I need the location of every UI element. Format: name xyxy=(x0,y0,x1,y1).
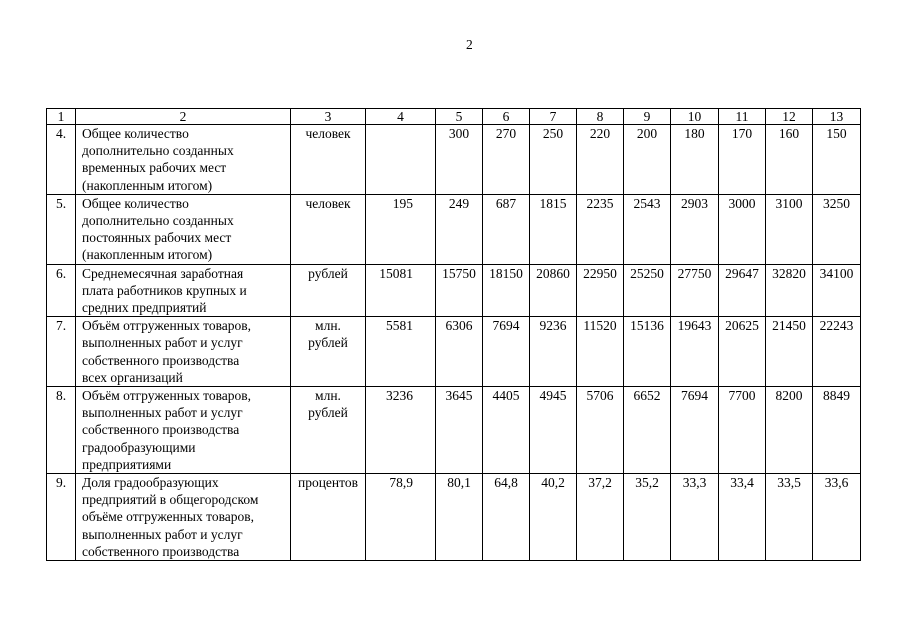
value-cell: 33,6 xyxy=(813,474,861,561)
value-cell: 3236 xyxy=(366,387,436,474)
value-cell: 3250 xyxy=(813,194,861,264)
value-cell: 180 xyxy=(671,125,719,195)
value-cell: 7694 xyxy=(671,387,719,474)
indicator-name-line: плата работников крупных и xyxy=(82,282,247,298)
indicator-name-line: дополнительно созданных xyxy=(82,213,234,229)
table-header-cell: 12 xyxy=(766,109,813,125)
value-cell: 250 xyxy=(530,125,577,195)
value-cell: 9236 xyxy=(530,317,577,387)
table-header-cell: 9 xyxy=(624,109,671,125)
value-cell: 200 xyxy=(624,125,671,195)
value-cell: 20860 xyxy=(530,264,577,317)
indicator-name-line: собственного производства xyxy=(82,352,240,368)
indicator-name xyxy=(76,387,291,474)
unit-cell xyxy=(291,474,366,561)
indicator-name-line: Доля градообразующих xyxy=(82,475,219,491)
indicator-name-line: собственного производства xyxy=(82,543,240,559)
row-number: 4. xyxy=(47,125,76,195)
value-cell: 195 xyxy=(366,194,436,264)
value-cell: 150 xyxy=(813,125,861,195)
value-cell: 33,4 xyxy=(719,474,766,561)
indicator-name xyxy=(76,125,291,195)
unit-line: рублей xyxy=(308,405,348,421)
value-cell: 33,3 xyxy=(671,474,719,561)
unit-cell xyxy=(291,317,366,387)
unit-cell xyxy=(291,264,366,317)
indicator-name-line: собственного производства xyxy=(82,422,240,438)
unit-line: рублей xyxy=(308,265,348,281)
unit-cell xyxy=(291,387,366,474)
value-cell: 37,2 xyxy=(577,474,624,561)
value-cell: 249 xyxy=(436,194,483,264)
value-cell: 2903 xyxy=(671,194,719,264)
table-header-cell: 4 xyxy=(366,109,436,125)
value-cell: 8200 xyxy=(766,387,813,474)
indicator-name-line: (накопленным итогом) xyxy=(82,177,213,193)
unit-line: процентов xyxy=(297,475,358,491)
value-cell: 3645 xyxy=(436,387,483,474)
indicator-name-line: временных рабочих мест xyxy=(82,160,227,176)
table-header-cell: 6 xyxy=(483,109,530,125)
value-cell: 34100 xyxy=(813,264,861,317)
value-cell: 21450 xyxy=(766,317,813,387)
data-table xyxy=(46,108,861,561)
indicator-name-line: дополнительно созданных xyxy=(82,143,234,159)
indicator-name xyxy=(76,317,291,387)
indicator-name-line: Общее количество xyxy=(82,126,189,141)
indicator-name-line: Объём отгруженных товаров, xyxy=(82,388,252,404)
indicator-name-line: средних предприятий xyxy=(82,300,207,316)
value-cell: 2543 xyxy=(624,194,671,264)
indicator-name xyxy=(76,474,291,561)
value-cell: 33,5 xyxy=(766,474,813,561)
value-cell: 32820 xyxy=(766,264,813,317)
value-cell: 78,9 xyxy=(366,474,436,561)
value-cell: 15750 xyxy=(436,264,483,317)
value-cell: 170 xyxy=(719,125,766,195)
value-cell: 6652 xyxy=(624,387,671,474)
table-header-cell: 7 xyxy=(530,109,577,125)
table-row xyxy=(47,194,861,264)
table-row xyxy=(47,317,861,387)
value-cell: 5581 xyxy=(366,317,436,387)
indicator-name-line: объёме отгруженных товаров, xyxy=(82,509,255,525)
value-cell: 20625 xyxy=(719,317,766,387)
unit-cell xyxy=(291,194,366,264)
value-cell: 7700 xyxy=(719,387,766,474)
value-cell: 160 xyxy=(766,125,813,195)
value-cell: 22950 xyxy=(577,264,624,317)
value-cell: 18150 xyxy=(483,264,530,317)
page-number: 2 xyxy=(466,37,473,52)
value-cell: 80,1 xyxy=(436,474,483,561)
table-header-cell: 2 xyxy=(76,109,291,125)
indicator-name-line: Среднемесячная заработная xyxy=(82,265,244,281)
value-cell: 5706 xyxy=(577,387,624,474)
value-cell: 270 xyxy=(483,125,530,195)
indicator-name-line: постоянных рабочих мест xyxy=(82,230,232,246)
table-row xyxy=(47,474,861,561)
value-cell: 2235 xyxy=(577,194,624,264)
indicator-name-line: выполненных работ и услуг xyxy=(82,335,243,351)
indicator-name-line: Общее количество xyxy=(82,195,189,211)
value-cell: 25250 xyxy=(624,264,671,317)
row-number: 7. xyxy=(47,317,76,387)
table-row xyxy=(47,125,861,195)
unit-line: рублей xyxy=(308,335,348,351)
value-cell: 687 xyxy=(483,194,530,264)
indicator-name-line: градообразующими xyxy=(82,439,196,455)
value-cell: 27750 xyxy=(671,264,719,317)
value-cell: 64,8 xyxy=(483,474,530,561)
value-cell: 19643 xyxy=(671,317,719,387)
value-cell: 3100 xyxy=(766,194,813,264)
indicator-name-line: выполненных работ и услуг xyxy=(82,405,243,421)
table-header-cell: 10 xyxy=(671,109,719,125)
table-row xyxy=(47,264,861,317)
value-cell: 7694 xyxy=(483,317,530,387)
value-cell: 1815 xyxy=(530,194,577,264)
table-header-cell: 1 xyxy=(47,109,76,125)
table-header-cell: 8 xyxy=(577,109,624,125)
table-header-cell: 3 xyxy=(291,109,366,125)
row-number: 5. xyxy=(47,194,76,264)
table-header-row xyxy=(47,109,861,125)
value-cell: 29647 xyxy=(719,264,766,317)
row-number: 9. xyxy=(47,474,76,561)
indicator-name xyxy=(76,264,291,317)
row-number: 8. xyxy=(47,387,76,474)
row-number: 6. xyxy=(47,264,76,317)
value-cell: 40,2 xyxy=(530,474,577,561)
unit-line: человек xyxy=(305,195,351,211)
value-cell: 11520 xyxy=(577,317,624,387)
value-cell: 3000 xyxy=(719,194,766,264)
value-cell: 4945 xyxy=(530,387,577,474)
table-row xyxy=(47,387,861,474)
table-header-cell: 11 xyxy=(719,109,766,125)
table-header-cell: 5 xyxy=(436,109,483,125)
value-cell: 4405 xyxy=(483,387,530,474)
indicator-name-line: всех организаций xyxy=(82,369,183,385)
value-cell: 6306 xyxy=(436,317,483,387)
value-cell: 220 xyxy=(577,125,624,195)
value-cell: 15136 xyxy=(624,317,671,387)
value-cell: 35,2 xyxy=(624,474,671,561)
indicator-name-line: предприятий в общегородском xyxy=(82,492,259,508)
value-cell: 15081 xyxy=(366,264,436,317)
unit-cell xyxy=(291,125,366,195)
value-cell: 300 xyxy=(436,125,483,195)
value-cell: 8849 xyxy=(813,387,861,474)
table-body xyxy=(47,109,861,561)
unit-line: человек xyxy=(305,126,351,141)
unit-line: млн. xyxy=(315,388,341,404)
indicator-name-line: Объём отгруженных товаров, xyxy=(82,318,252,334)
unit-line: млн. xyxy=(315,318,341,334)
value-cell: 22243 xyxy=(813,317,861,387)
value-cell xyxy=(366,125,436,195)
indicator-name-line: предприятиями xyxy=(82,456,172,472)
table-header-cell: 13 xyxy=(813,109,861,125)
indicator-name xyxy=(76,194,291,264)
indicator-name-line: выполненных работ и услуг xyxy=(82,526,243,542)
indicator-name-line: (накопленным итогом) xyxy=(82,247,213,263)
